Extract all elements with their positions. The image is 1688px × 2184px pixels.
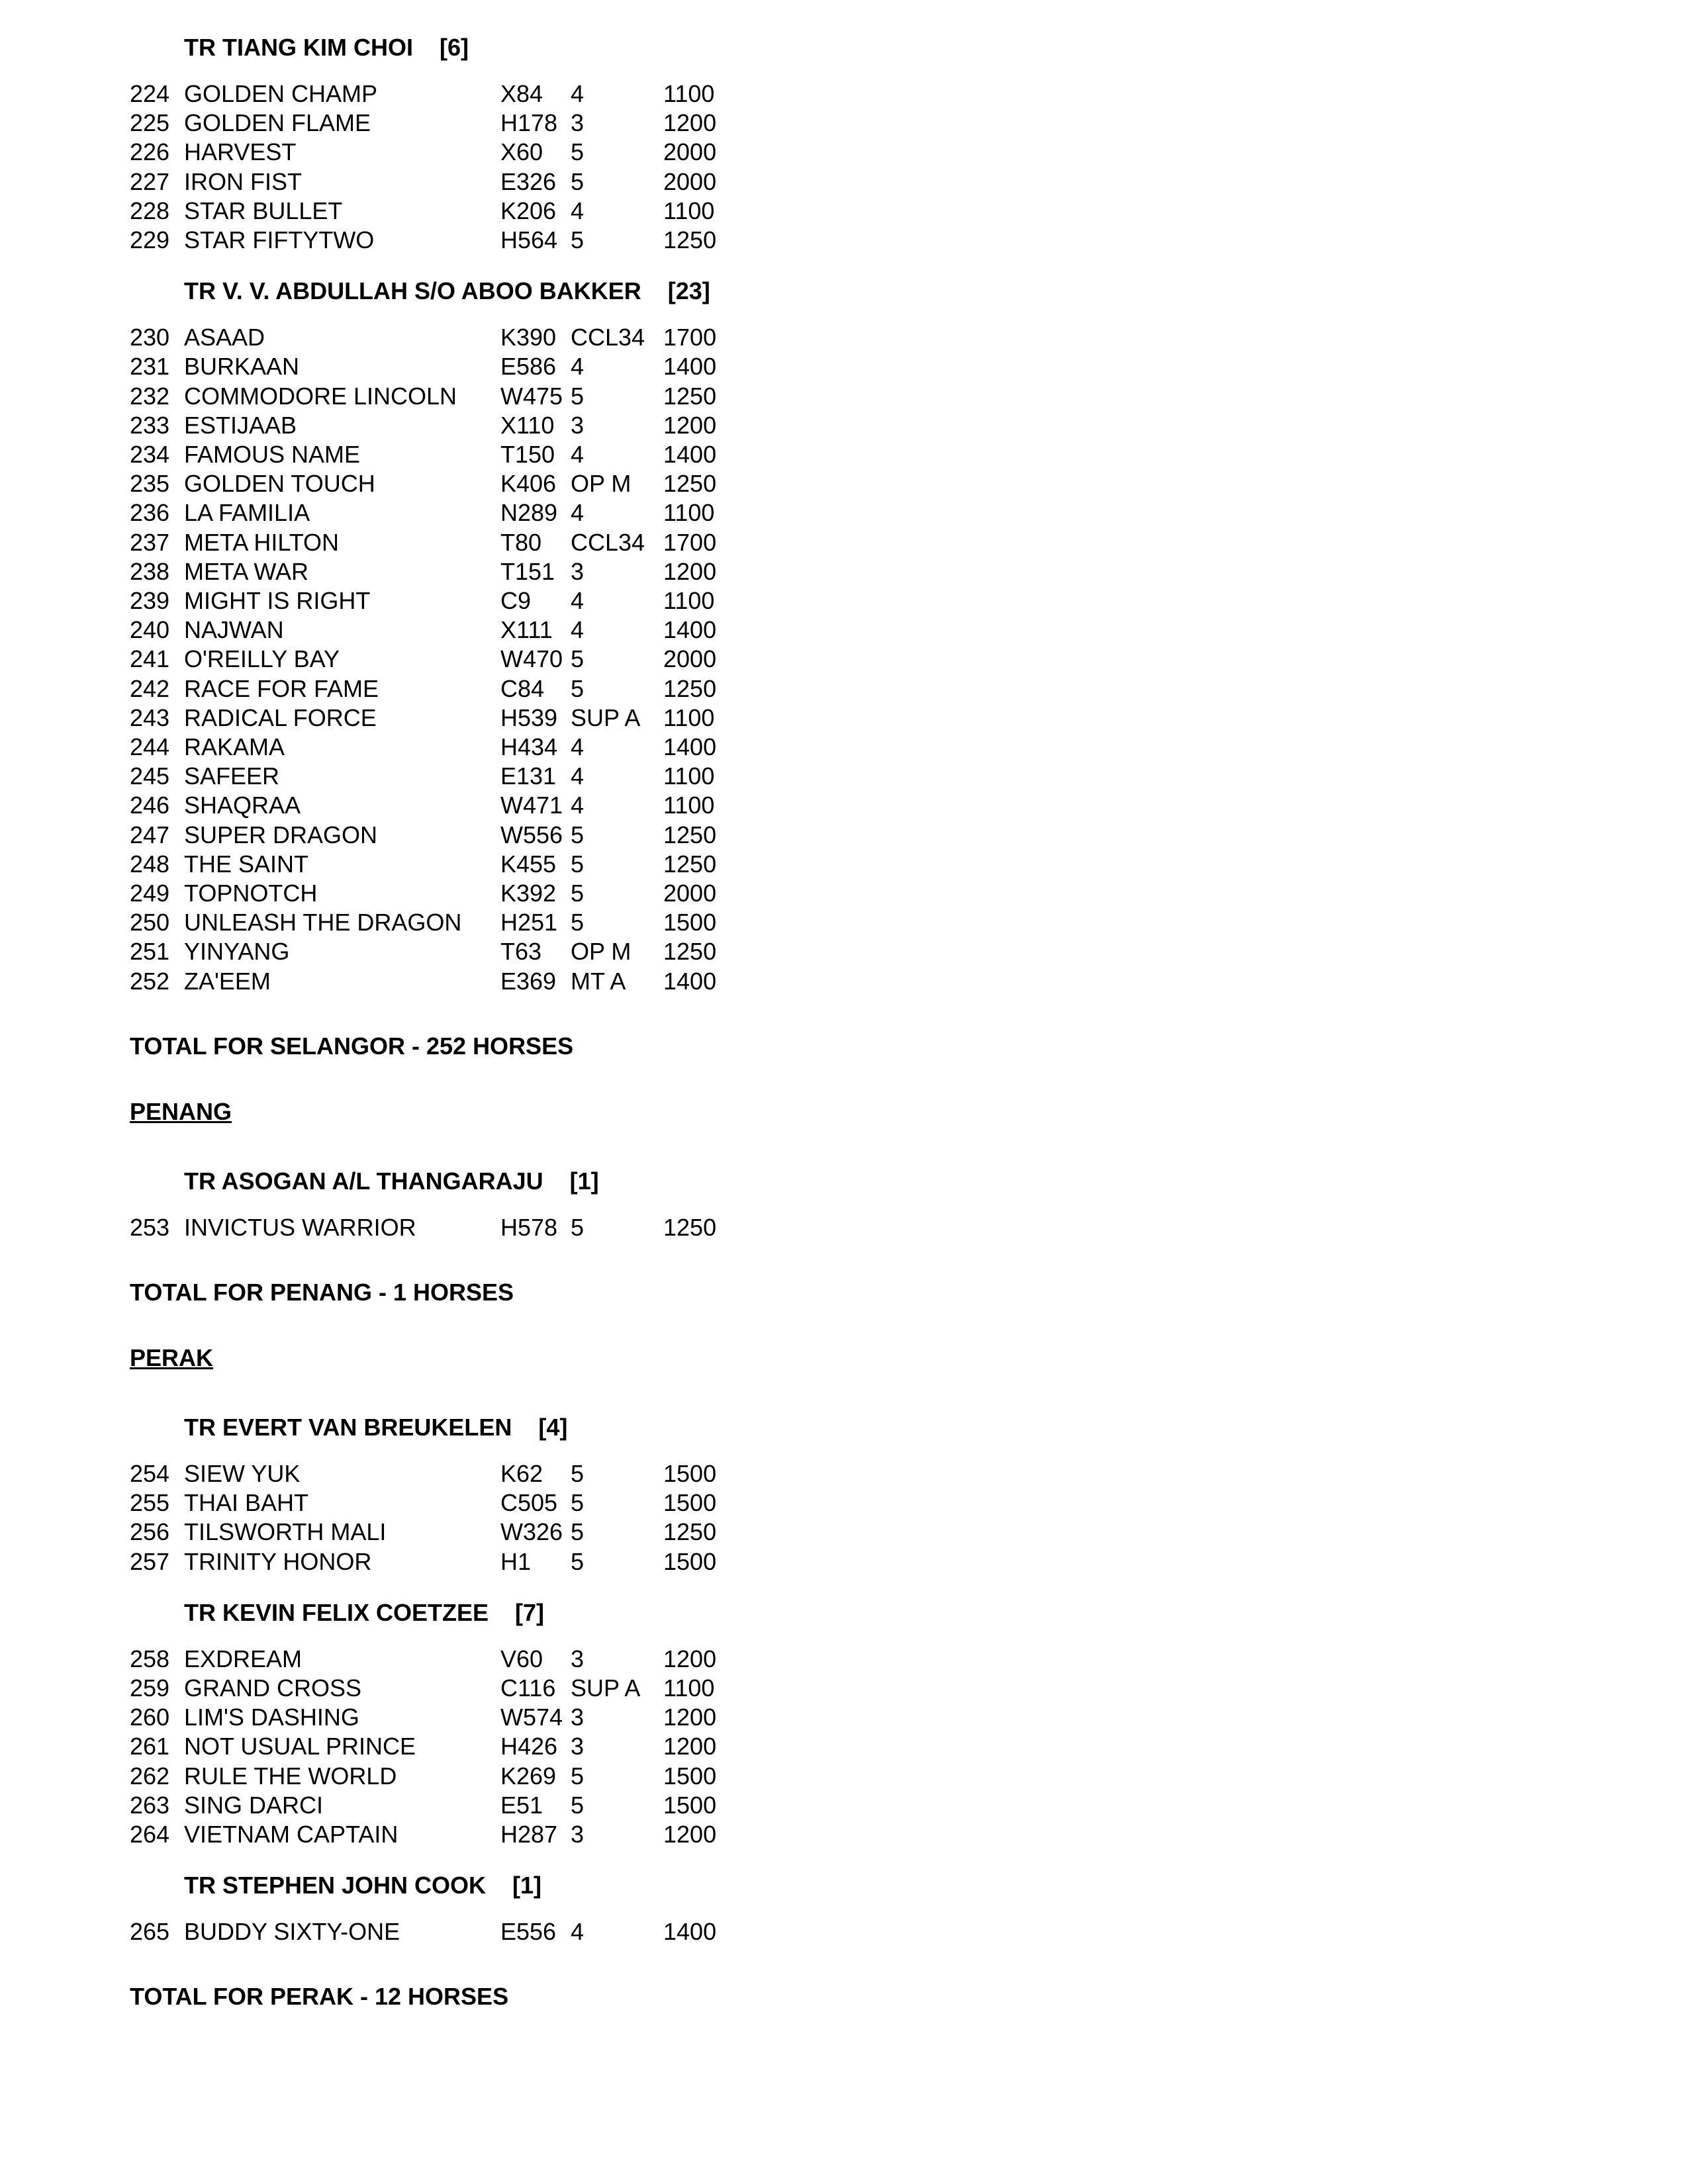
horse-code: X110 (500, 411, 555, 439)
horse-number: 231 (130, 353, 170, 381)
horse-number: 249 (130, 880, 170, 907)
horse-number: 225 (130, 109, 170, 137)
horse-class: 5 (571, 1213, 585, 1241)
horse-name: TOPNOTCH (184, 880, 318, 907)
horse-code: T63 (500, 938, 542, 966)
horse-distance: 1250 (663, 850, 717, 878)
horse-number: 263 (130, 1791, 170, 1819)
horse-class: 5 (571, 880, 585, 907)
trainer-horse-count: [1] (569, 1167, 599, 1195)
horse-distance: 1700 (663, 528, 717, 556)
horse-distance: 1400 (663, 616, 717, 644)
horse-number: 260 (130, 1704, 170, 1731)
horse-distance: 1250 (663, 674, 717, 702)
horse-code: V60 (500, 1645, 543, 1672)
horse-distance: 1200 (663, 109, 717, 137)
horse-code: K392 (500, 880, 557, 907)
horse-number: 239 (130, 587, 170, 614)
horse-distance: 1100 (663, 80, 715, 107)
horse-distance: 1200 (663, 1821, 717, 1848)
horse-class: 5 (571, 1762, 585, 1790)
horse-code: E586 (500, 353, 557, 381)
horse-name: INVICTUS WARRIOR (184, 1213, 416, 1241)
horse-number: 252 (130, 967, 170, 995)
horse-class: 4 (571, 80, 585, 107)
horse-number: 246 (130, 792, 170, 819)
horse-class: 3 (571, 557, 585, 585)
horse-distance: 2000 (663, 645, 717, 673)
horse-distance: 2000 (663, 167, 717, 195)
horse-code: X111 (500, 616, 553, 644)
horse-number: 224 (130, 80, 170, 107)
horse-code: H578 (500, 1213, 558, 1241)
horse-distance: 1500 (663, 1791, 717, 1819)
horse-distance: 1250 (663, 382, 717, 410)
horse-number: 243 (130, 704, 170, 731)
trainer-heading (184, 1167, 599, 1196)
horse-distance: 1400 (663, 733, 717, 760)
horse-code: T80 (500, 528, 542, 556)
trainer-heading (184, 1413, 567, 1442)
horse-class: 5 (571, 909, 585, 936)
horse-name: IRON FIST (184, 167, 302, 195)
horse-code: K206 (500, 197, 557, 224)
horse-number: 241 (130, 645, 170, 673)
horse-number: 233 (130, 411, 170, 439)
trainer-horse-count: [23] (667, 277, 710, 305)
horse-code: W556 (500, 821, 563, 848)
horse-name: RADICAL FORCE (184, 704, 377, 731)
horse-code: H251 (500, 909, 558, 936)
horse-name: COMMODORE LINCOLN (184, 382, 457, 410)
horse-class: 4 (571, 353, 585, 381)
horse-class: 3 (571, 411, 585, 439)
horse-distance: 1250 (663, 1518, 717, 1546)
horse-distance: 2000 (663, 880, 717, 907)
horse-code: K455 (500, 850, 557, 878)
horse-number: 248 (130, 850, 170, 878)
horse-distance: 1400 (663, 441, 717, 468)
horse-class: 5 (571, 1460, 585, 1487)
region-heading: PENANG (130, 1097, 232, 1125)
horse-number: 258 (130, 1645, 170, 1672)
horse-code: E51 (500, 1791, 543, 1819)
horse-code: C116 (500, 1674, 556, 1702)
horse-distance: 1200 (663, 1645, 717, 1672)
horse-class: 4 (571, 1918, 585, 1946)
horse-number: 251 (130, 938, 170, 966)
horse-class: 3 (571, 1733, 585, 1760)
horse-name: SAFEER (184, 762, 280, 790)
horse-number: 226 (130, 138, 170, 166)
trainer-heading (184, 1871, 541, 1900)
horse-code: W470 (500, 645, 563, 673)
horse-class: 5 (571, 645, 585, 673)
horse-distance: 1100 (663, 197, 715, 224)
horse-number: 257 (130, 1547, 170, 1575)
horse-number: 259 (130, 1674, 170, 1702)
horse-name: VIETNAM CAPTAIN (184, 1821, 399, 1848)
horse-number: 227 (130, 167, 170, 195)
horse-code: E369 (500, 967, 557, 995)
horse-class: 5 (571, 167, 585, 195)
trainer-name: TR ASOGAN A/L THANGARAJU (184, 1167, 543, 1195)
horse-code: K390 (500, 324, 557, 351)
horse-class: 4 (571, 587, 585, 614)
horse-distance: 1250 (663, 226, 717, 253)
horse-name: TRINITY HONOR (184, 1547, 372, 1575)
trainer-name: TR TIANG KIM CHOI (184, 34, 413, 61)
horse-number: 264 (130, 1821, 170, 1848)
horse-number: 245 (130, 762, 170, 790)
horse-code: N289 (500, 499, 558, 527)
horse-class: MT A (571, 967, 626, 995)
horse-class: CCL34 (571, 324, 645, 351)
trainer-heading (184, 33, 469, 62)
horse-code: X60 (500, 138, 543, 166)
horse-code: H426 (500, 1733, 558, 1760)
horse-code: E556 (500, 1918, 557, 1946)
horse-number: 265 (130, 1918, 170, 1946)
horse-number: 228 (130, 197, 170, 224)
horse-class: 5 (571, 674, 585, 702)
horse-class: 3 (571, 1645, 585, 1672)
horse-class: 3 (571, 109, 585, 137)
trainer-name: TR KEVIN FELIX COETZEE (184, 1598, 489, 1626)
region-total: TOTAL FOR PERAK - 12 HORSES (130, 1983, 509, 2011)
region-total: TOTAL FOR SELANGOR - 252 HORSES (130, 1032, 574, 1060)
horse-class: SUP A (571, 704, 641, 731)
horse-number: 242 (130, 674, 170, 702)
horse-class: OP M (571, 938, 632, 966)
region-heading: PERAK (130, 1344, 214, 1371)
horse-number: 230 (130, 324, 170, 351)
horse-code: H178 (500, 109, 558, 137)
horse-number: 240 (130, 616, 170, 644)
horse-distance: 1200 (663, 557, 717, 585)
horse-class: 5 (571, 226, 585, 253)
horse-class: 4 (571, 499, 585, 527)
horse-number: 254 (130, 1460, 170, 1487)
horse-distance: 2000 (663, 138, 717, 166)
horse-class: 5 (571, 1518, 585, 1546)
horse-number: 250 (130, 909, 170, 936)
horse-name: GOLDEN CHAMP (184, 80, 378, 107)
horse-code: C9 (500, 587, 532, 614)
horse-name: O'REILLY BAY (184, 645, 340, 673)
horse-class: OP M (571, 470, 632, 498)
horse-class: 5 (571, 821, 585, 848)
horse-name: RACE FOR FAME (184, 674, 379, 702)
horse-class: 3 (571, 1821, 585, 1848)
horse-code: W574 (500, 1704, 563, 1731)
horse-name: NAJWAN (184, 616, 284, 644)
horse-name: THE SAINT (184, 850, 309, 878)
horse-name: GOLDEN TOUCH (184, 470, 375, 498)
horse-number: 261 (130, 1733, 170, 1760)
horse-code: C505 (500, 1489, 558, 1517)
horse-code: H434 (500, 733, 558, 760)
horse-number: 247 (130, 821, 170, 848)
horse-name: RAKAMA (184, 733, 285, 760)
horse-number: 244 (130, 733, 170, 760)
horse-distance: 1700 (663, 324, 717, 351)
trainer-horse-count: [6] (439, 34, 469, 61)
horse-code: H1 (500, 1547, 532, 1575)
horse-distance: 1250 (663, 821, 717, 848)
horse-name: TILSWORTH MALI (184, 1518, 387, 1546)
horse-class: 4 (571, 616, 585, 644)
horse-number: 234 (130, 441, 170, 468)
horse-number: 238 (130, 557, 170, 585)
horse-name: GRAND CROSS (184, 1674, 362, 1702)
horse-distance: 1500 (663, 1547, 717, 1575)
horse-distance: 1500 (663, 909, 717, 936)
horse-number: 236 (130, 499, 170, 527)
horse-class: 5 (571, 1547, 585, 1575)
horse-distance: 1250 (663, 938, 717, 966)
horse-code: H539 (500, 704, 558, 731)
horse-distance: 1250 (663, 470, 717, 498)
horse-name: LIM'S DASHING (184, 1704, 359, 1731)
horse-name: UNLEASH THE DRAGON (184, 909, 462, 936)
trainer-heading (184, 1598, 544, 1627)
horse-code: T151 (500, 557, 555, 585)
horse-number: 255 (130, 1489, 170, 1517)
horse-code: W471 (500, 792, 563, 819)
horse-distance: 1400 (663, 353, 717, 381)
horse-class: 4 (571, 762, 585, 790)
trainer-horse-count: [4] (538, 1414, 568, 1441)
horse-distance: 1400 (663, 967, 717, 995)
horse-class: 5 (571, 850, 585, 878)
horse-name: SHAQRAA (184, 792, 301, 819)
horse-class: 4 (571, 792, 585, 819)
horse-distance: 1250 (663, 1213, 717, 1241)
horse-class: 5 (571, 138, 585, 166)
horse-distance: 1500 (663, 1489, 717, 1517)
horse-code: T150 (500, 441, 555, 468)
trainer-horse-count: [7] (515, 1598, 545, 1626)
horse-code: C84 (500, 674, 545, 702)
horse-class: 4 (571, 441, 585, 468)
horse-code: K406 (500, 470, 557, 498)
horse-class: 5 (571, 1489, 585, 1517)
horse-code: W326 (500, 1518, 563, 1546)
horse-name: SUPER DRAGON (184, 821, 378, 848)
horse-name: SING DARCI (184, 1791, 324, 1819)
horse-distance: 1100 (663, 762, 715, 790)
horse-code: H564 (500, 226, 558, 253)
horse-name: MIGHT IS RIGHT (184, 587, 371, 614)
horse-number: 237 (130, 528, 170, 556)
horse-code: E326 (500, 167, 557, 195)
horse-name: BURKAAN (184, 353, 300, 381)
trainer-name: TR EVERT VAN BREUKELEN (184, 1414, 512, 1441)
horse-name: STAR FIFTYTWO (184, 226, 375, 253)
horse-name: ZA'EEM (184, 967, 271, 995)
horse-code: K62 (500, 1460, 543, 1487)
horse-distance: 1200 (663, 1733, 717, 1760)
horse-class: CCL34 (571, 528, 645, 556)
horse-distance: 1100 (663, 792, 715, 819)
horse-name: ASAAD (184, 324, 265, 351)
horse-number: 253 (130, 1213, 170, 1241)
horse-code: X84 (500, 80, 543, 107)
horse-name: BUDDY SIXTY-ONE (184, 1918, 400, 1946)
horse-class: SUP A (571, 1674, 641, 1702)
horse-class: 3 (571, 1704, 585, 1731)
horse-number: 229 (130, 226, 170, 253)
horse-number: 262 (130, 1762, 170, 1790)
horse-distance: 1500 (663, 1460, 717, 1487)
horse-distance: 1100 (663, 587, 715, 614)
horse-name: GOLDEN FLAME (184, 109, 371, 137)
horse-name: YINYANG (184, 938, 290, 966)
horse-class: 4 (571, 197, 585, 224)
horse-name: META WAR (184, 557, 308, 585)
horse-class: 4 (571, 733, 585, 760)
horse-distance: 1500 (663, 1762, 717, 1790)
trainer-name: TR STEPHEN JOHN COOK (184, 1872, 487, 1899)
horse-class: 5 (571, 382, 585, 410)
horse-name: THAI BAHT (184, 1489, 309, 1517)
horse-distance: 1400 (663, 1918, 717, 1946)
horse-code: K269 (500, 1762, 557, 1790)
horse-code: H287 (500, 1821, 558, 1848)
horse-name: EXDREAM (184, 1645, 303, 1672)
horse-distance: 1100 (663, 704, 715, 731)
horse-name: NOT USUAL PRINCE (184, 1733, 416, 1760)
region-total: TOTAL FOR PENANG - 1 HORSES (130, 1279, 514, 1306)
horse-number: 235 (130, 470, 170, 498)
horse-name: HARVEST (184, 138, 297, 166)
trainer-name: TR V. V. ABDULLAH S/O ABOO BAKKER (184, 277, 641, 305)
horse-name: SIEW YUK (184, 1460, 301, 1487)
trainer-heading (184, 277, 710, 306)
horse-name: ESTIJAAB (184, 411, 297, 439)
horse-name: STAR BULLET (184, 197, 343, 224)
horse-distance: 1200 (663, 1704, 717, 1731)
horse-name: LA FAMILIA (184, 499, 310, 527)
horse-name: RULE THE WORLD (184, 1762, 397, 1790)
horse-distance: 1100 (663, 1674, 715, 1702)
horse-name: META HILTON (184, 528, 340, 556)
trainer-horse-count: [1] (512, 1872, 542, 1899)
horse-number: 232 (130, 382, 170, 410)
horse-distance: 1100 (663, 499, 715, 527)
horse-name: FAMOUS NAME (184, 441, 361, 468)
horse-distance: 1200 (663, 411, 717, 439)
horse-number: 256 (130, 1518, 170, 1546)
horse-class: 5 (571, 1791, 585, 1819)
horse-code: E131 (500, 762, 557, 790)
horse-code: W475 (500, 382, 563, 410)
